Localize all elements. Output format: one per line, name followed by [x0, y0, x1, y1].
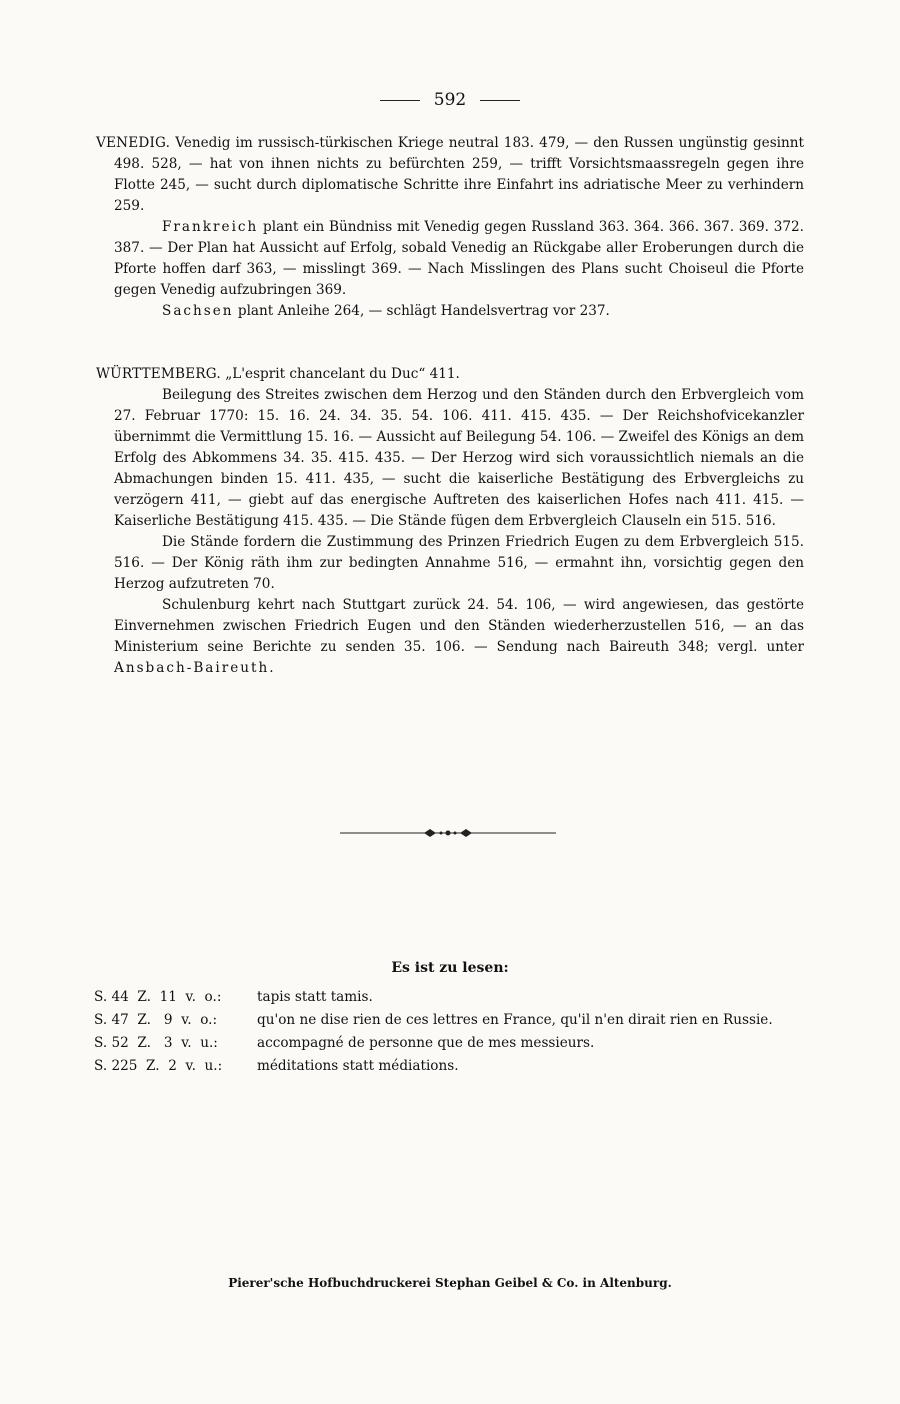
- section-divider-ornament: [340, 826, 556, 840]
- errata-reference: S. 44 Z. 11 v. o.:: [94, 989, 222, 1005]
- errata-title: Es ist zu lesen:: [391, 960, 509, 976]
- errata-row: [94, 1032, 802, 1055]
- cross-reference-ansbach: Ansbach-Baireuth.: [114, 660, 276, 676]
- venedig-paragraph-3: [114, 301, 804, 322]
- errata-correction: tapis statt tamis.: [257, 989, 373, 1005]
- wuerttemberg-paragraph-4: [114, 595, 804, 679]
- venedig-subhead-sachsen: Sachsen: [162, 303, 234, 319]
- header-rule-left: [380, 100, 420, 101]
- errata-reference: S. 47 Z. 9 v. o.:: [94, 1012, 218, 1028]
- entry-heading-venedig: VENEDIG.: [96, 135, 171, 151]
- errata-correction: qu'on ne dise rien de ces lettres en France, qu'il n'en dirait rien en Russie.: [257, 1012, 773, 1028]
- wuerttemberg-paragraph-1: [96, 364, 804, 385]
- venedig-text-3: plant Anleihe 264, — schlägt Handelsvertrag vor 237.: [233, 303, 610, 319]
- printer-imprint: Pierer'sche Hofbuchdruckerei Stephan Geibel & Co. in Altenburg.: [228, 1276, 672, 1290]
- venedig-text-1: Venedig im russisch-türkischen Kriege neutral 183. 479, — den Russen ungünstig gesinnt 498. 528, — hat von ihnen nichts zu befürchten 259, — trifft Vorsichtsmaassregeln gegen ihre Flotte 245, — sucht durch diplomatische Schritte ihre Einfahrt ins adriatische Meer zu verhindern 259.: [114, 135, 804, 214]
- venedig-paragraph-2: [114, 217, 804, 301]
- venedig-text-2: plant ein Bündniss mit Venedig gegen Russland 363. 364. 366. 367. 369. 372. 387. — Der Plan hat Aussicht auf Erfolg, sobald Venedig an Rückgabe aller Eroberungen durch die Pforte hoffen darf 363, — misslingt 369. — Nach Misslingen des Plans sucht Choiseul die Pforte gegen Venedig aufzubringen 369.: [114, 219, 804, 298]
- errata-correction: méditations statt médiations.: [257, 1058, 459, 1074]
- venedig-subhead-frankreich: Frankreich: [162, 219, 259, 235]
- entry-venedig: [96, 133, 804, 322]
- wuerttemberg-paragraph-2: Beilegung des Streites zwischen dem Herzog und den Ständen durch den Erbvergleich vom 27. Februar 1770: 15. 16. 24. 34. 35. 54. 106. 411. 415. 435. — Der Reichshofvicekanzler übernimmt die Vermittlung 15. 16. — Aussicht auf Beilegung 54. 106. — Zweifel des Königs an dem Erfolg des Abkommens 34. 35. 415. 435. — Der Herzog wird sich voraussichtlich niemals an die Abmachungen binden 15. 411. 435, — sucht die kaiserliche Bestätigung des Erbvergleichs zu verzögern 411, — giebt auf das energische Auftreten des kaiserlichen Hofes nach 411. 415. — Kaiserliche Bestätigung 415. 435. — Die Stände fügen dem Erbvergleich Clauseln ein 515. 516.: [114, 387, 804, 529]
- page-header: [0, 90, 900, 110]
- wuerttemberg-paragraph-3: Die Stände fordern die Zustimmung des Prinzen Friedrich Eugen zu dem Erbvergleich 515. 516. — Der König räth ihm zur bedingten Annahme 516, — ermahnt ihn, vorsichtig gegen den Herzog aufzutreten 70.: [114, 534, 804, 592]
- wuerttemberg-text-4: Schulenburg kehrt nach Stuttgart zurück 24. 54. 106, — wird angewiesen, das gestörte Einvernehmen zwischen Friedrich Eugen und den Ständen wiederherzustellen 516, — an das Ministerium seine Berichte zu senden 35. 106. — Sendung nach Baireuth 348; vergl. unter: [114, 597, 804, 655]
- errata-row: [94, 1009, 802, 1032]
- errata-reference: S. 225 Z. 2 v. u.:: [94, 1058, 223, 1074]
- errata-row: [94, 1055, 802, 1078]
- errata-correction: accompagné de personne que de mes messieurs.: [257, 1035, 595, 1051]
- entry-wuerttemberg: [96, 364, 804, 679]
- entry-heading-wuerttemberg: WÜRTTEMBERG.: [96, 366, 221, 382]
- page-number: 592: [433, 90, 467, 110]
- errata-reference: S. 52 Z. 3 v. u.:: [94, 1035, 218, 1051]
- errata-row: [94, 986, 802, 1009]
- wuerttemberg-text-1: „L'esprit chancelant du Duc“ 411.: [225, 366, 460, 382]
- errata-list: [94, 986, 802, 1078]
- header-rule-right: [480, 100, 520, 101]
- venedig-paragraph-1: [96, 133, 804, 217]
